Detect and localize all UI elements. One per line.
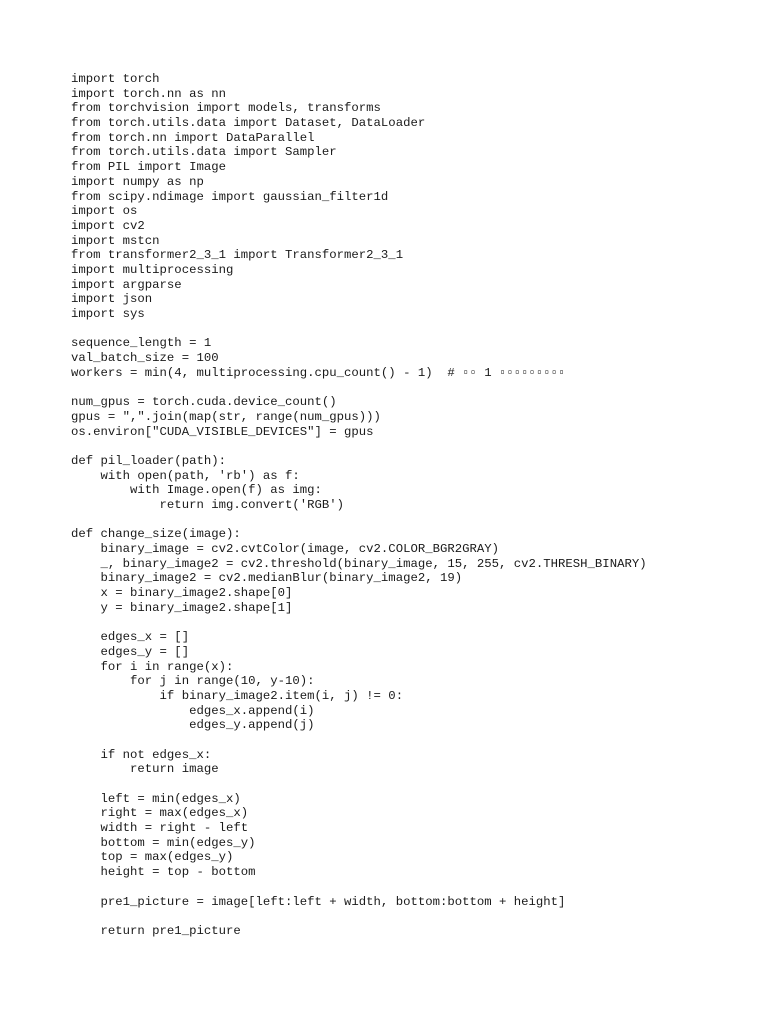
code-line: from torch.utils.data import Sampler [71,145,337,160]
code-line: from transformer2_3_1 import Transformer2_3_1 [71,248,404,263]
code-line: import numpy as np [71,174,204,189]
code-line [71,439,647,454]
code-line [71,909,647,924]
code-line: def pil_loader(path): [71,453,226,468]
code-line: from torchvision import models, transforms [71,101,381,116]
code-line: x = binary_image2.shape[0] [71,586,293,601]
code-line: if not edges_x: [71,747,212,762]
code-line: binary_image2 = cv2.medianBlur(binary_image2, 19) [71,571,463,586]
code-line: import argparse [71,277,182,292]
code-line: import torch [71,72,160,86]
code-line: return image [71,762,219,777]
code-line: import multiprocessing [71,262,234,277]
code-line [71,880,647,895]
code-line: from scipy.ndimage import gaussian_filter1d [71,189,389,204]
code-line: import sys [71,307,145,321]
code-line: left = min(edges_x) [71,791,241,806]
code-line: import json [71,292,153,307]
code-line [71,733,647,748]
code-line: edges_x = [] [71,630,190,645]
code-line: return pre1_picture [71,923,241,938]
code-line: num_gpus = torch.cuda.device_count() [71,395,337,410]
code-line: binary_image = cv2.cvtColor(image, cv2.COLOR_BGR2GRAY) [71,542,500,556]
code-line: if binary_image2.item(i, j) != 0: [71,688,404,703]
code-line: with Image.open(f) as img: [71,483,322,498]
code-line: height = top - bottom [71,865,256,880]
code-line: import mstcn [71,233,160,248]
code-line: width = right - left [71,821,249,836]
code-line: pre1_picture = image[left:left + width, bottom:bottom + height] [71,894,566,909]
code-line: gpus = ",".join(map(str, range(num_gpus))) [71,409,381,424]
code-line: import cv2 [71,218,145,233]
code-line [71,380,647,395]
code-line: edges_x.append(i) [71,703,315,718]
code-line: from torch.utils.data import Dataset, DataLoader [71,116,426,131]
code-line: bottom = min(edges_y) [71,835,256,850]
code-line: val_batch_size = 100 [71,351,219,366]
code-line: sequence_length = 1 [71,336,212,351]
code-line [71,513,647,528]
code-line: os.environ["CUDA_VISIBLE_DEVICES"] = gpus [71,424,374,439]
code-line: edges_y.append(j) [71,718,315,733]
code-line: with open(path, 'rb') as f: [71,468,300,483]
code-line [71,615,647,630]
code-line: for i in range(x): [71,659,234,674]
code-line: workers = min(4, multiprocessing.cpu_count() - 1) # ▫▫ 1 ▫▫▫▫▫▫▫▫▫ [71,365,566,380]
code-line: _, binary_image2 = cv2.threshold(binary_image, 15, 255, cv2.THRESH_BINARY) [71,556,647,571]
code-line: y = binary_image2.shape[1] [71,600,293,615]
code-line: for j in range(10, y-10): [71,674,315,689]
code-line [71,322,647,337]
code-line: from PIL import Image [71,160,226,175]
code-line: import torch.nn as nn [71,86,226,101]
code-line: return img.convert('RGB') [71,497,345,512]
code-line [71,777,647,792]
code-line: import os [71,204,138,219]
code-line: def change_size(image): [71,527,241,542]
code-line: from torch.nn import DataParallel [71,130,315,145]
code-block [71,72,647,939]
code-line: edges_y = [] [71,644,190,659]
code-line: right = max(edges_x) [71,806,249,821]
code-line: top = max(edges_y) [71,850,234,865]
